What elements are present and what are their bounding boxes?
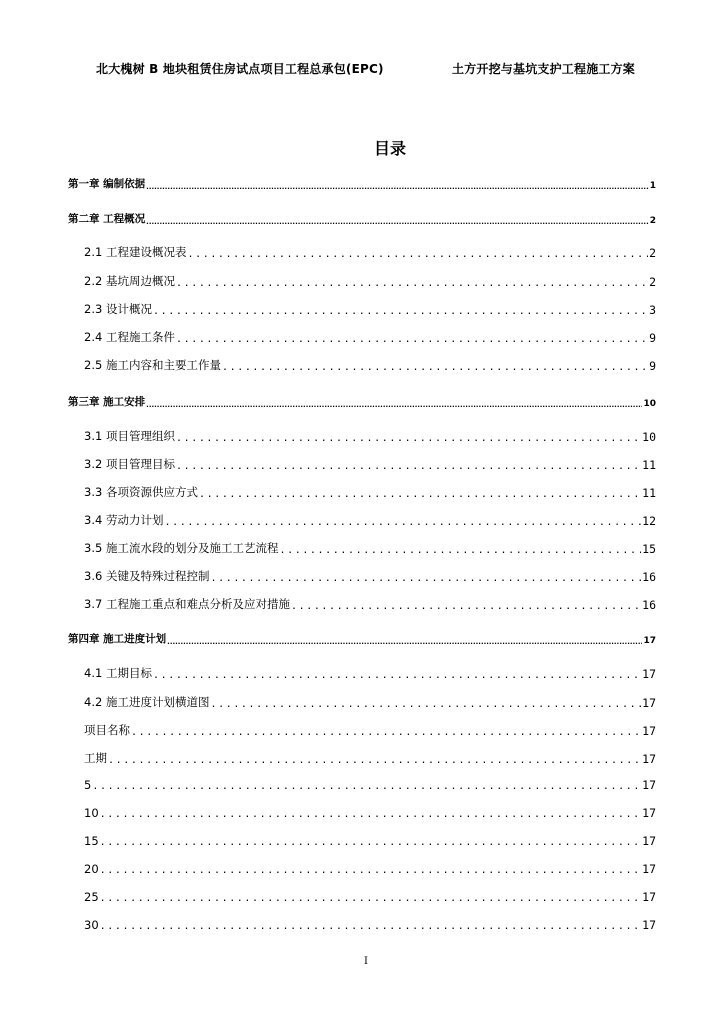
toc-entry-page-number: 17 <box>642 834 656 848</box>
toc-section-entry[interactable] <box>84 540 656 556</box>
dot-leader <box>176 334 648 345</box>
toc-entry-page-number: 2 <box>649 216 656 226</box>
toc-entry-page-number: 10 <box>643 399 656 409</box>
toc-chapter-entry[interactable] <box>68 176 656 191</box>
toc-entry-label: 第二章 工程概况 <box>68 213 146 225</box>
dot-leader <box>210 573 641 584</box>
toc-entry-page-number: 16 <box>642 570 656 584</box>
toc-section-entry[interactable] <box>84 512 656 528</box>
toc-entry-label: 4.2 施工进度计划横道图 <box>84 695 210 709</box>
dot-leader <box>176 433 641 444</box>
toc-entry-label: 3.7 工程施工重点和难点分析及应对措施 <box>84 597 290 611</box>
toc-section-entry[interactable] <box>84 918 656 932</box>
toc-section-entry[interactable] <box>84 694 656 710</box>
toc-entry-page-number: 17 <box>642 862 656 876</box>
toc-entry-label: 4.1 工期目标 <box>84 666 152 680</box>
toc-entry-page-number: 17 <box>642 778 656 792</box>
toc-entry-page-number: 11 <box>642 486 656 500</box>
toc-section-entry[interactable] <box>84 244 656 260</box>
toc-entry-page-number: 17 <box>643 636 656 646</box>
toc-entry-label: 第四章 施工进度计划 <box>68 633 167 645</box>
dot-leader <box>100 921 642 932</box>
toc-chapter-entry[interactable] <box>68 211 656 226</box>
dot-leader <box>199 489 641 500</box>
toc-section-entry[interactable] <box>84 428 656 444</box>
toc-entry-label: 2.3 设计概况 <box>84 302 152 316</box>
toc-entry-page-number: 17 <box>642 752 656 766</box>
dot-leader <box>153 306 648 317</box>
toc-entry-label: 30 <box>84 918 99 932</box>
dot-leader <box>92 781 641 792</box>
toc-entry-page-number: 1 <box>649 181 656 191</box>
header-document-title: 土方开挖与基坑支护工程施工方案 <box>452 62 636 76</box>
toc-section-entry[interactable] <box>84 273 656 289</box>
dot-leader <box>100 865 642 876</box>
dot-leader <box>100 809 642 820</box>
toc-section-entry[interactable] <box>84 568 656 584</box>
toc-section-entry[interactable] <box>84 834 656 848</box>
dot-leader <box>153 670 641 681</box>
toc-entry-label: 2.1 工程建设概况表 <box>84 245 187 259</box>
toc-entry-page-number: 2 <box>649 275 656 289</box>
toc-chapter-entry[interactable] <box>68 394 656 409</box>
toc-entry-page-number: 3 <box>649 303 656 317</box>
toc-section-entry[interactable] <box>84 665 656 681</box>
dot-leader <box>210 699 641 710</box>
toc-entry-label: 3.3 各项资源供应方式 <box>84 485 198 499</box>
toc-entry-page-number: 17 <box>642 724 656 738</box>
dot-leader <box>131 727 641 738</box>
dot-leader <box>279 545 641 556</box>
toc-entry-page-number: 17 <box>642 890 656 904</box>
toc-section-entry[interactable] <box>84 456 656 472</box>
toc-entry-label: 20 <box>84 862 99 876</box>
toc-entry-label: 2.4 工程施工条件 <box>84 330 175 344</box>
toc-entry-page-number: 16 <box>642 598 656 612</box>
toc-entry-label: 工期 <box>84 751 107 765</box>
toc-entry-label: 3.2 项目管理目标 <box>84 457 175 471</box>
page-number: I <box>364 956 368 967</box>
toc-entry-page-number: 9 <box>649 359 656 373</box>
toc-entry-label: 3.5 施工流水段的划分及施工工艺流程 <box>84 541 279 555</box>
toc-entry-page-number: 12 <box>642 514 656 528</box>
toc-entry-label: 3.4 劳动力计划 <box>84 513 164 527</box>
toc-section-entry[interactable] <box>84 750 656 766</box>
toc-entry-page-number: 17 <box>642 696 656 710</box>
dot-leader <box>146 183 649 191</box>
toc-entry-label: 3.1 项目管理组织 <box>84 429 175 443</box>
toc-section-entry[interactable] <box>84 862 656 876</box>
toc-entry-label: 第一章 编制依据 <box>68 178 146 190</box>
toc-section-entry[interactable] <box>84 890 656 904</box>
dot-leader <box>291 601 641 612</box>
toc-entry-page-number: 11 <box>642 458 656 472</box>
toc-entry-page-number: 17 <box>642 667 656 681</box>
toc-entry-label: 2.2 基坑周边概况 <box>84 274 175 288</box>
toc-section-entry[interactable] <box>84 484 656 500</box>
toc-entry-label: 5 <box>84 778 92 792</box>
toc-section-entry[interactable] <box>84 329 656 345</box>
toc-entry-page-number: 9 <box>649 331 656 345</box>
dot-leader <box>146 401 642 409</box>
toc-section-entry[interactable] <box>84 778 656 792</box>
toc-entry-page-number: 15 <box>642 542 656 556</box>
dot-leader <box>167 638 642 646</box>
dot-leader <box>222 362 648 373</box>
toc-section-entry[interactable] <box>84 301 656 317</box>
toc-heading: 目录 <box>373 139 406 158</box>
toc-entry-page-number: 17 <box>642 918 656 932</box>
toc-section-entry[interactable] <box>84 596 656 612</box>
toc-entry-label: 3.6 关键及特殊过程控制 <box>84 569 210 583</box>
toc-entry-label: 第三章 施工安排 <box>68 396 146 408</box>
toc-section-entry[interactable] <box>84 722 656 738</box>
toc-entry-label: 25 <box>84 890 99 904</box>
dot-leader <box>100 893 642 904</box>
toc-entry-page-number: 2 <box>649 246 656 260</box>
toc-entry-label: 2.5 施工内容和主要工作量 <box>84 358 221 372</box>
dot-leader <box>187 249 648 260</box>
toc-entry-label: 项目名称 <box>84 723 130 737</box>
dot-leader <box>146 218 649 226</box>
dot-leader <box>108 755 641 766</box>
header-project-title: 北大槐树 B 地块租赁住房试点项目工程总承包(EPC) <box>96 62 384 76</box>
dot-leader <box>164 517 641 528</box>
dot-leader <box>176 461 641 472</box>
toc-section-entry[interactable] <box>84 357 656 373</box>
toc-entry-label: 10 <box>84 806 99 820</box>
toc-entry-label: 15 <box>84 834 99 848</box>
toc-section-entry[interactable] <box>84 806 656 820</box>
dot-leader <box>100 837 642 848</box>
dot-leader <box>176 278 648 289</box>
toc-entry-page-number: 17 <box>642 806 656 820</box>
toc-chapter-entry[interactable] <box>68 631 656 646</box>
toc-entry-page-number: 10 <box>642 430 656 444</box>
